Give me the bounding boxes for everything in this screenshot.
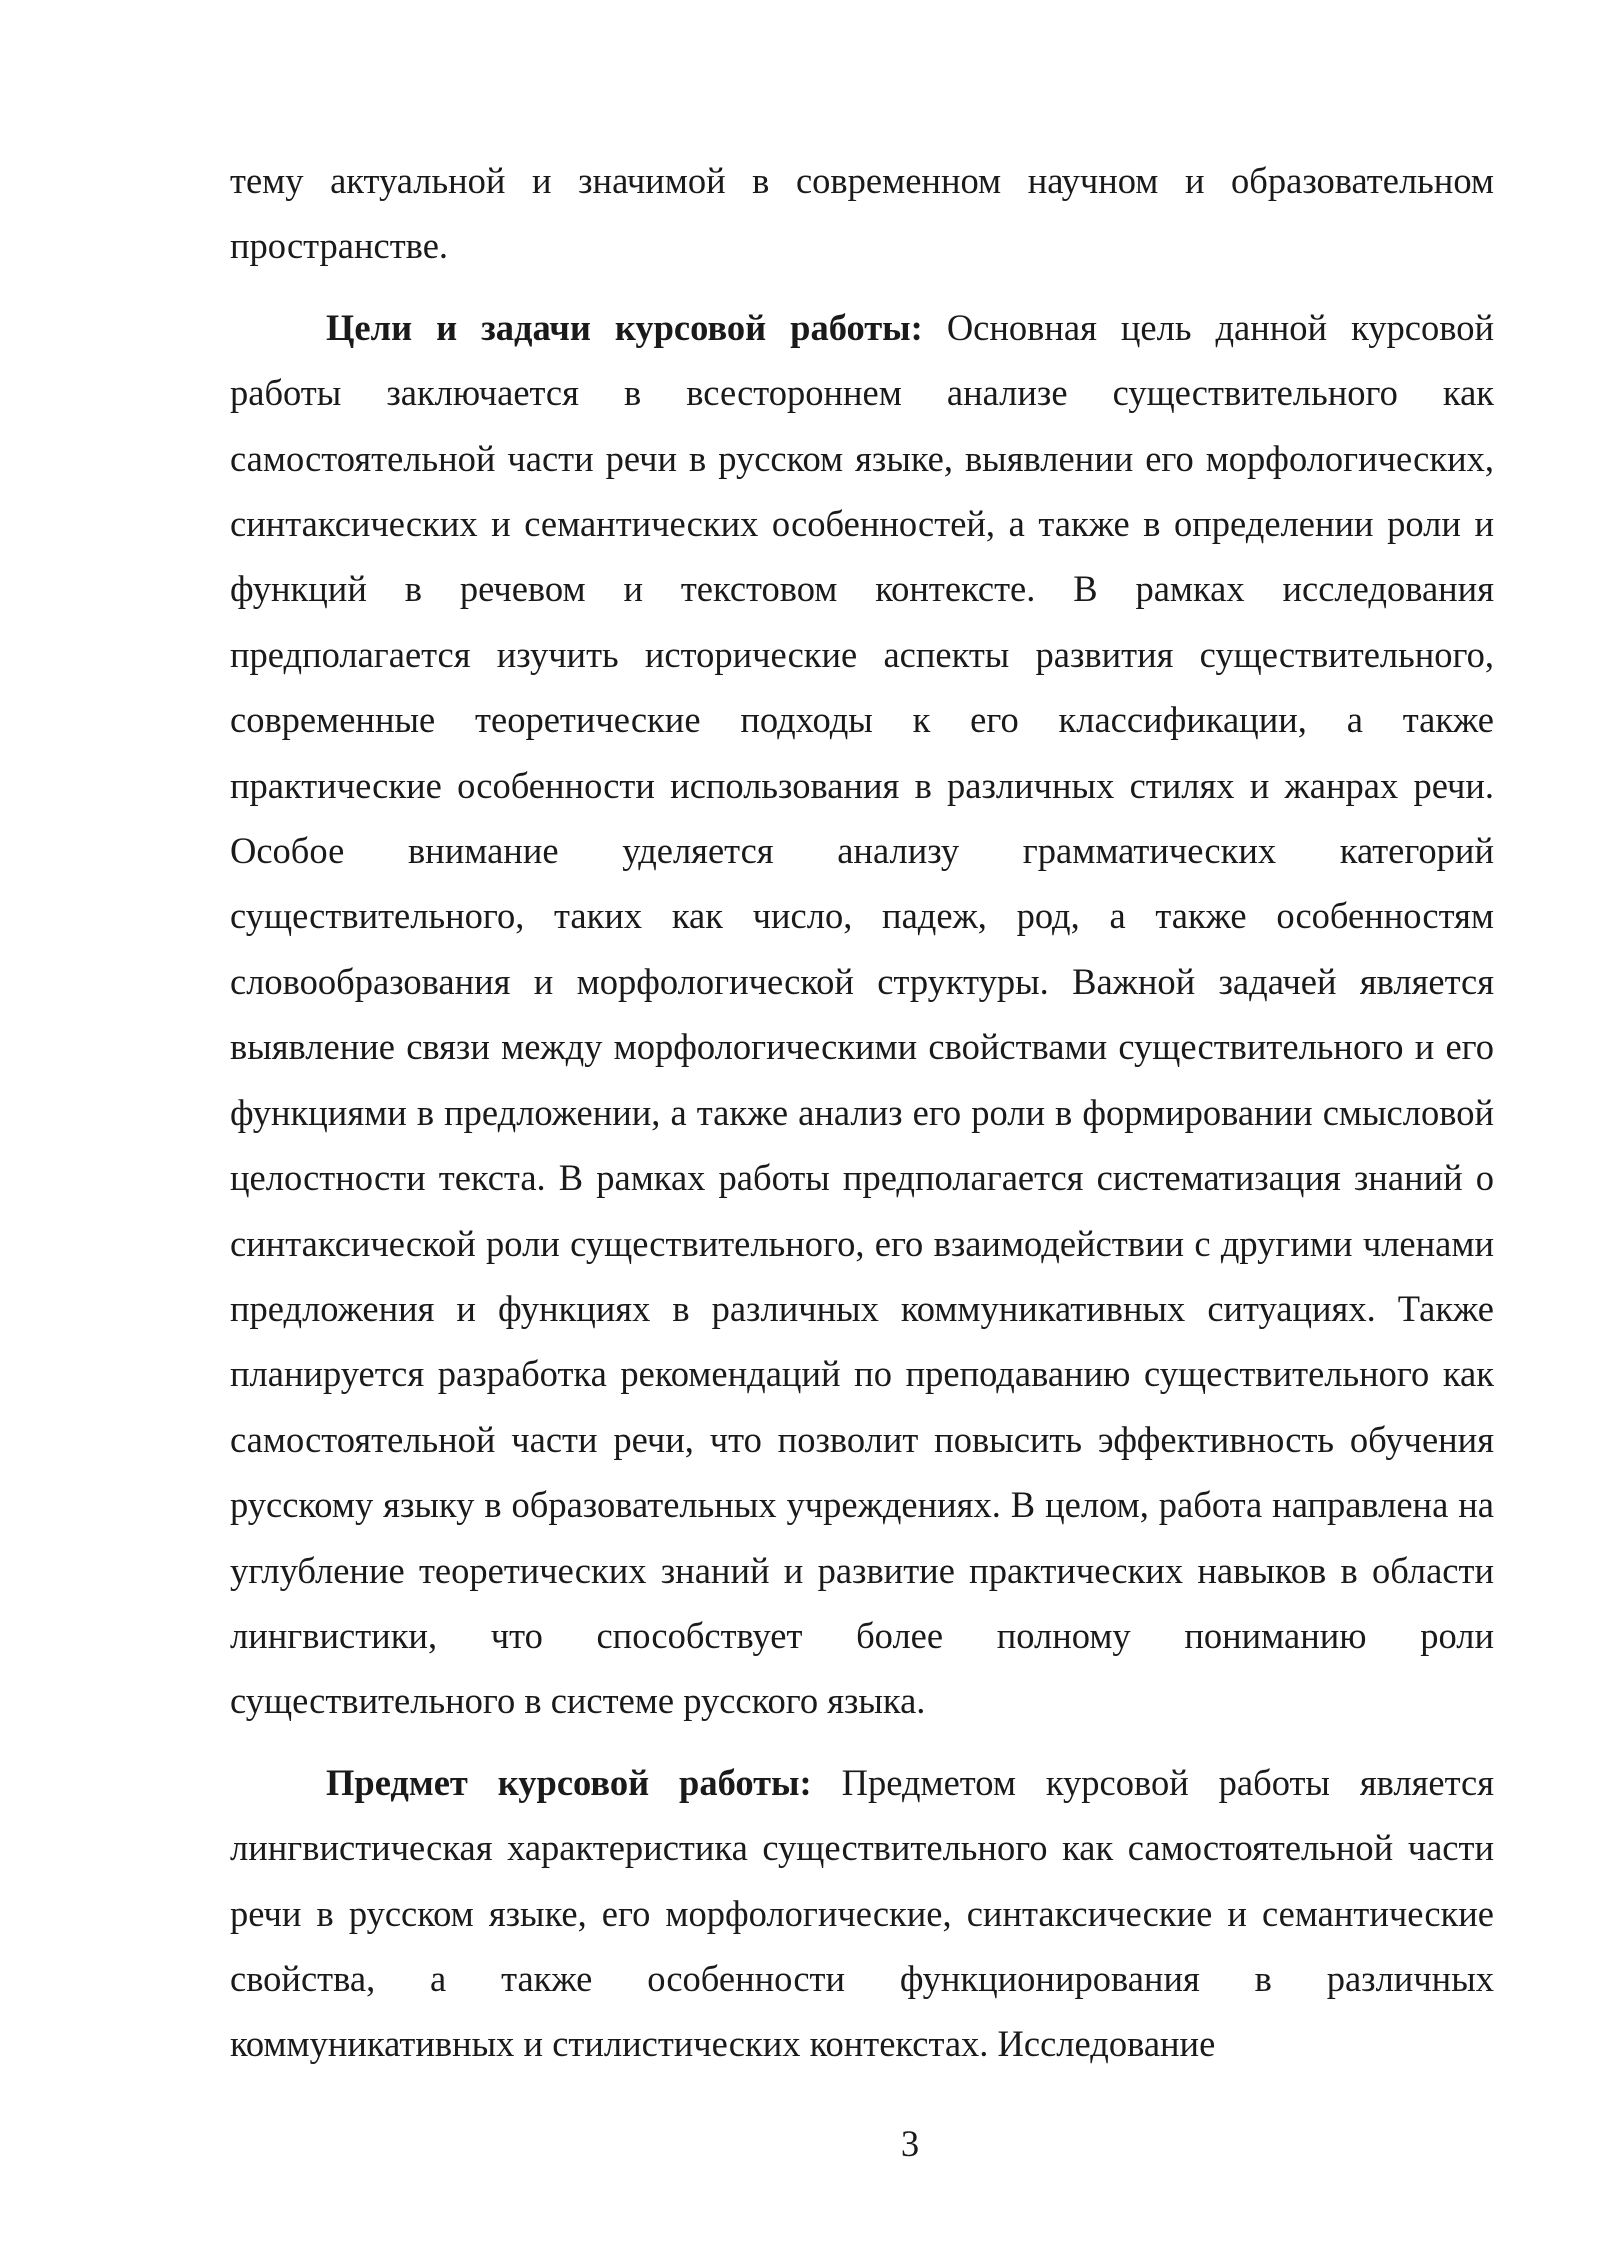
paragraph-subject [230,1750,1494,2077]
page-number: 3 [900,2123,920,2164]
paragraph-text: Предметом курсовой работы является лингвистическая характеристика существительного как самостоятельной части речи в русском языке, его морфологические, синтаксические и семантические свойства, а также особенности функционирования в различных коммуникативных и стилистических контекстах. Исследование [230,1761,1494,2065]
document-page [230,148,1494,2077]
paragraph-continuation [230,148,1494,279]
paragraph-text: тему актуальной и значимой в современном научном и образовательном пространстве. [230,160,1494,267]
paragraph-text: Основная цель данной курсовой работы заключается в всестороннем анализе существительного как самостоятельной части речи в русском языке, выявлении его морфологических, синтаксических и семантических особенностей, а также в определении роли и функций в речевом и текстовом контексте. В рамках исследования предполагается изучить исторические аспекты развития существительного, современные теоретические подходы к его классификации, а также практические особенности использования в различных стилях и жанрах речи. Особое внимание уделяется анализу грамматических категорий существительного, таких как число, падеж, род, а также особенностям словообразования и морфологической структуры. Важной задачей является выявление связи между морфологическими свойствами существительного и его функциями в предложении, а также анализ его роли в формировании смысловой целостности текста. В рамках работы предполагается систематизация знаний о синтаксической роли существительного, его взаимодействии с другими членами предложения и функциях в различных коммуникативных ситуациях. Также планируется разработка рекомендаций по преподаванию существительного как самостоятельной части речи, что позволит повысить эффективность обучения русскому языку в образовательных учреждениях. В целом, работа направлена на углубление теоретических знаний и развитие практических навыков в области лингвистики, что способствует более полному пониманию роли существительного в системе русского языка. [230,306,1494,1722]
paragraph-heading: Предмет курсовой работы: [326,1761,812,1803]
paragraph-goals [230,295,1494,1734]
paragraph-heading: Цели и задачи курсовой работы: [326,306,923,348]
